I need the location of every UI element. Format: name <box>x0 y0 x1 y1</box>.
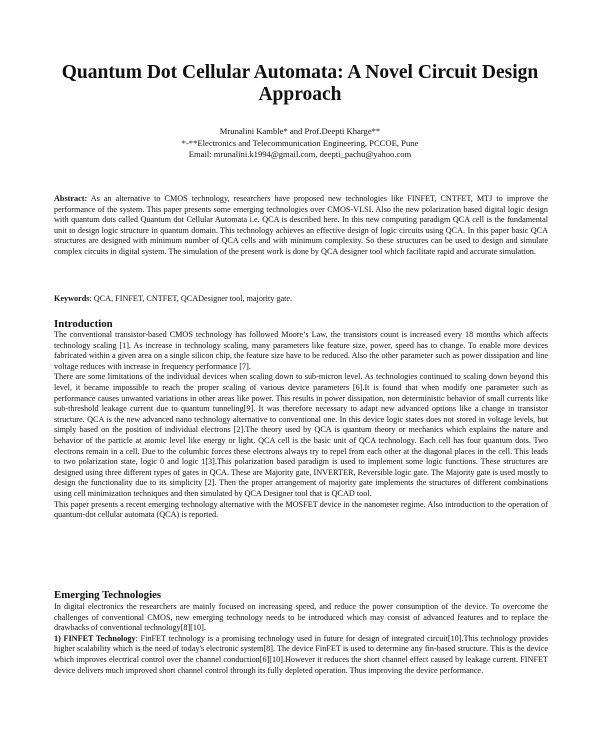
finfet-label: 1) FINFET Technology <box>54 633 136 643</box>
introduction-paragraph: This paper presents a recent emerging technology alternative with the MOSFET device in the nanometer regime. Also introduction to the operation of quantum-dot cellular automata (QCA) is reported. <box>54 499 548 520</box>
author-names: Mrunalini Kamble* and Prof.Deepti Kharge** <box>219 126 381 136</box>
author-block <box>40 126 560 161</box>
abstract-label: Abstract: <box>54 194 88 203</box>
emerging-paragraph: In digital electronics the researchers are mainly focused on increasing speed, and reduce the power consumption of the device. To overcome the challenges of conventional CMOS, new emerging technology needs to be introduced which may consist of advanced features and to replace the drawbacks of conventional technology[8][10]. <box>54 602 548 633</box>
keywords-label: Keywords <box>54 294 90 303</box>
introduction-body <box>54 330 548 521</box>
author-affiliation: *-**Electronics and Telecommunication Engineering, PCCOE, Pune <box>181 137 419 148</box>
emerging-technologies-body <box>54 602 548 676</box>
introduction-paragraph: The conventional transistor-based CMOS technology has followed Moore’s Law, the transistors count is increased every 18 months which affects technology scaling [1]. As increase in technology scaling, many parameters like feature size, power, speed has to change. To enable more devices fabricated within a given area on a single silicon chip, the feature size have to be reduced. Also the other parameter such as power dissipation and line voltage reduces with increase in frequency performance [7]. <box>54 330 548 371</box>
introduction-paragraph: There are some limitations of the individual devices when scaling down to sub-micron level. As technologies continued to scaling down beyond this level, it became impossible to reach the proper scaling of various device parameters [6].It is found that when modify one parameter such as performance causes unwanted variations in other areas like power. This results in power dissipation, non deterministic behavior of small currents like sub-threshold leakage current due to quantum tunneling[9]. It was therefore necessary to adapt new advanced options like a change in transistor structure. QCA is the new advanced nano technology alternative to conventional one. In this device logic states does not stored in voltage levels, but simply based on the position of individual electrons [2].The theory used by QCA is quantum theory or mechanics which explains the nature and behavior of the particle at atomic level like energy or light. QCA cell is the basic unit of QCA technology. Each cell has four quantum dots. Two electrons remain in a cell. Due to the columbic forces these electrons always try to repel from each other at the diagonal places in the cell. This leads to two polarization state, logic 0 and logic 1[3].This polarization based paradigm is used to implement some logic functions. These structures are designed using three different types of gates in QCA. These are Majority gate, INVERTER, Reversible logic gate. The Majority gate is used mostly to design the functionality due to its simplicity [2]. Then the proper arrangement of majority gate implements the structures of different combinations using cell minimization techniques and then simulated by QCA Designer tool that is QCAD tool. <box>54 372 548 498</box>
finfet-text: : FinFET technology is a promising technology used in future for design of integrated circuit[10].This technology provides higher scalability which is the need of today's electronic system[8]. The device FinFET is used to determine any fin-based structure. This is the device which improves electrical control over the channel conduction[6][10].However it reduces the short channel effect caused by leakage current. FINFET device delivers much improved short channel control through its fully depleted operation. Thus improving the device performance. <box>54 633 548 675</box>
keywords-text: : QCA, FINFET, CNTFET, QCADesigner tool, majority gate. <box>89 294 293 303</box>
introduction-heading: Introduction <box>54 318 113 330</box>
emerging-technologies-heading: Emerging Technologies <box>54 589 162 601</box>
abstract-text: As an alternative to CMOS technology, researchers have proposed new technologies like FINFET, CNTFET, MTJ to improve the performance of the system. This paper presents some emerging technologies over CMOS-VLSI. Also the new polarization based digital logic design with quantum dots called Quantum dot Cellular Automata i.e. QCA is described here. In this new computing paradigm QCA cell is the fundamental unit to design logic structure in quantum domain. This technology achieves an effective design of logic circuits using QCA. In this paper basic QCA structures are designed with minimum number of QCA cells and with minimum complexity. So these structures can be used to design and simulate complex circuits in digital system. The simulation of the present work is done by QCA designer tool which facilitate rapid and accurate simulation. <box>54 194 548 256</box>
paper-title: Quantum Dot Cellular Automata: A Novel Circuit Design Approach <box>61 62 539 105</box>
finfet-paragraph <box>54 634 548 676</box>
abstract-paragraph <box>54 194 548 258</box>
keywords-line <box>54 294 548 305</box>
author-email: Email: mrunalini.k1994@gmail.com, deepti_pachu@yahoo.com <box>188 149 412 160</box>
